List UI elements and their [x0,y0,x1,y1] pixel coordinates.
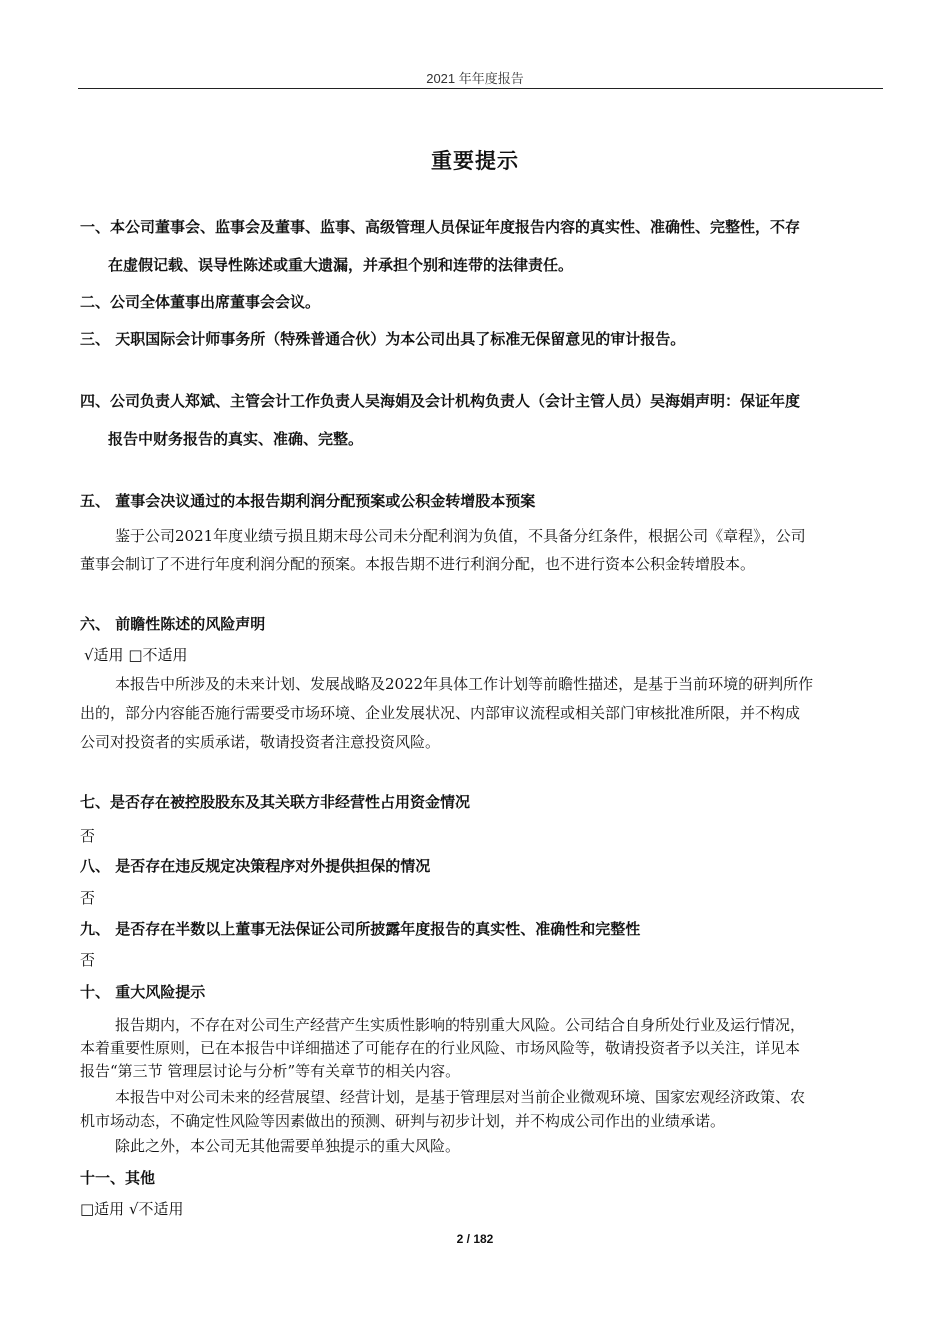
item-1-line-2: 在虚假记载、误导性陈述或重大遗漏，并承担个别和连带的法律责任。 [108,256,574,274]
item-9-heading: 九、 是否存在半数以上董事无法保证公司所披露年度报告的真实性、准确性和完整性 [80,920,641,938]
item-10-heading: 十、 重大风险提示 [80,983,206,1001]
item-7-answer: 否 [80,827,96,845]
item-8-heading: 八、 是否存在违反规定决策程序对外提供担保的情况 [80,857,431,875]
item-10-paragraph-line-4: 本报告中对公司未来的经营展望、经营计划，是基于管理层对当前企业微观环境、国家宏观经济政策、农 [115,1088,806,1106]
item-6-heading: 六、 前瞻性陈述的风险声明 [80,615,266,633]
item-11-applicability: □适用 √不适用 [80,1200,184,1218]
page-title: 重要提示 [431,149,519,173]
item-10-paragraph-line-2: 本着重要性原则，已在本报告中详细描述了可能存在的行业风险、市场风险等，敬请投资者予以关注，详见本 [80,1039,801,1057]
header-divider [78,88,883,89]
item-3: 三、 天职国际会计师事务所（特殊普通合伙）为本公司出具了标准无保留意见的审计报告。 [80,330,686,348]
item-2: 二、公司全体董事出席董事会会议。 [80,293,321,311]
item-10-paragraph-line-1: 报告期内，不存在对公司生产经营产生实质性影响的特别重大风险。公司结合自身所处行业及运行情况， [115,1016,806,1034]
item-4-line-1: 四、公司负责人郑斌、主管会计工作负责人吴海娟及会计机构负责人（会计主管人员）吴海娟声明：保证年度 [80,392,801,410]
item-10-paragraph-line-6: 除此之外，本公司无其他需要单独提示的重大风险。 [115,1137,461,1155]
item-6-applicability: √适用 □不适用 [84,646,188,664]
item-10-paragraph-line-3: 报告“第三节 管理层讨论与分析”等有关章节的相关内容。 [80,1062,461,1080]
page-number: 2 / 182 [456,1232,494,1246]
item-6-paragraph-line-1: 本报告中所涉及的未来计划、发展战略及2022年具体工作计划等前瞻性描述，是基于当前环境的研判所作 [115,675,814,693]
item-10-paragraph-line-5: 机市场动态，不确定性风险等因素做出的预测、研判与初步计划，并不构成公司作出的业绩承诺。 [80,1112,726,1130]
item-9-answer: 否 [80,951,96,969]
item-5-paragraph-line-1: 鉴于公司2021年度业绩亏损且期末母公司未分配利润为负值，不具备分红条件，根据公司《章程》，公司 [115,527,806,545]
item-7-heading: 七、是否存在被控股股东及其关联方非经营性占用资金情况 [80,793,471,811]
page-header: 2021 年年度报告 [426,71,524,86]
item-6-paragraph-line-3: 公司对投资者的实质承诺，敬请投资者注意投资风险。 [80,733,441,751]
item-5-heading: 五、 董事会决议通过的本报告期利润分配预案或公积金转增股本预案 [80,492,536,510]
item-5-paragraph-line-2: 董事会制订了不进行年度利润分配的预案。本报告期不进行利润分配，也不进行资本公积金转增股本。 [80,555,756,573]
item-1-line-1: 一、本公司董事会、监事会及董事、监事、高级管理人员保证年度报告内容的真实性、准确性、完整性，不存 [80,218,801,236]
item-4-line-2: 报告中财务报告的真实、准确、完整。 [108,430,364,448]
item-8-answer: 否 [80,889,96,907]
item-11-heading: 十一、其他 [80,1169,156,1187]
item-6-paragraph-line-2: 出的，部分内容能否施行需要受市场环境、企业发展状况、内部审议流程或相关部门审核批准所限，并不构成 [80,704,801,722]
